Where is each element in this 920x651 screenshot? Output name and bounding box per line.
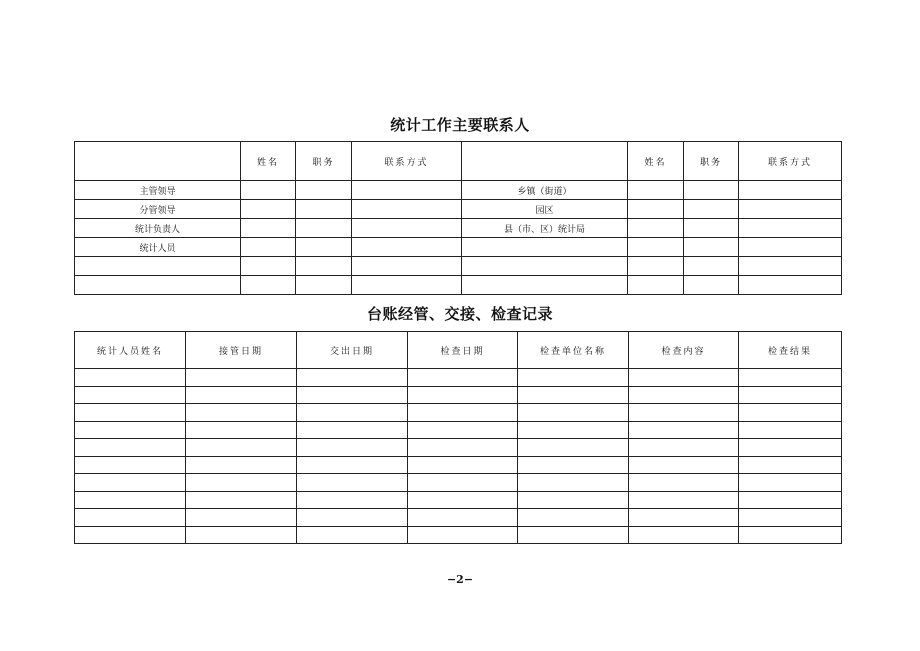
role-label: 分管领导 bbox=[75, 200, 241, 219]
empty-cell bbox=[628, 257, 684, 276]
empty-cell bbox=[297, 509, 408, 527]
empty-cell bbox=[408, 439, 518, 457]
contacts-header-blank-mid bbox=[462, 142, 628, 181]
empty-cell bbox=[629, 456, 739, 474]
empty-cell bbox=[186, 421, 297, 439]
contacts-row bbox=[75, 200, 842, 219]
empty-cell bbox=[297, 404, 408, 422]
empty-cell bbox=[352, 181, 462, 200]
unit-label: 县（市、区）统计局 bbox=[462, 219, 628, 238]
empty-cell bbox=[629, 421, 739, 439]
empty-cell bbox=[684, 257, 739, 276]
empty-cell bbox=[739, 276, 842, 295]
empty-cell bbox=[629, 369, 739, 387]
empty-cell bbox=[297, 421, 408, 439]
empty-cell bbox=[739, 181, 842, 200]
empty-cell bbox=[518, 491, 629, 509]
empty-cell bbox=[518, 456, 629, 474]
records-row bbox=[75, 509, 842, 527]
contacts-table-title: 统计工作主要联系人 bbox=[390, 116, 530, 134]
empty-cell bbox=[628, 181, 684, 200]
empty-cell bbox=[352, 257, 462, 276]
role-label bbox=[75, 276, 241, 295]
empty-cell bbox=[739, 456, 842, 474]
empty-cell bbox=[629, 474, 739, 492]
empty-cell bbox=[684, 276, 739, 295]
role-label: 统计人员 bbox=[75, 238, 241, 257]
empty-cell bbox=[186, 474, 297, 492]
contacts-header-row bbox=[75, 142, 842, 181]
empty-cell bbox=[75, 474, 186, 492]
empty-cell bbox=[518, 421, 629, 439]
unit-label: 乡镇（街道） bbox=[462, 181, 628, 200]
empty-cell bbox=[628, 238, 684, 257]
empty-cell bbox=[629, 526, 739, 544]
empty-cell bbox=[296, 238, 352, 257]
records-header-handover-date: 交出日期 bbox=[297, 332, 408, 369]
role-label: 主管领导 bbox=[75, 181, 241, 200]
empty-cell bbox=[408, 526, 518, 544]
empty-cell bbox=[241, 181, 296, 200]
empty-cell bbox=[75, 509, 186, 527]
unit-label: 园区 bbox=[462, 200, 628, 219]
records-row bbox=[75, 404, 842, 422]
contacts-row bbox=[75, 276, 842, 295]
records-row bbox=[75, 386, 842, 404]
contacts-header-contact: 联系方式 bbox=[352, 142, 462, 181]
empty-cell bbox=[628, 219, 684, 238]
empty-cell bbox=[408, 474, 518, 492]
empty-cell bbox=[684, 181, 739, 200]
empty-cell bbox=[352, 219, 462, 238]
contacts-row bbox=[75, 181, 842, 200]
empty-cell bbox=[75, 456, 186, 474]
empty-cell bbox=[518, 386, 629, 404]
empty-cell bbox=[352, 200, 462, 219]
records-row bbox=[75, 439, 842, 457]
empty-cell bbox=[241, 238, 296, 257]
empty-cell bbox=[75, 421, 186, 439]
empty-cell bbox=[684, 238, 739, 257]
empty-cell bbox=[739, 491, 842, 509]
empty-cell bbox=[296, 219, 352, 238]
unit-label bbox=[462, 238, 628, 257]
empty-cell bbox=[684, 219, 739, 238]
contacts-header-position: 职务 bbox=[296, 142, 352, 181]
empty-cell bbox=[241, 257, 296, 276]
empty-cell bbox=[75, 439, 186, 457]
empty-cell bbox=[408, 386, 518, 404]
empty-cell bbox=[75, 369, 186, 387]
records-row bbox=[75, 526, 842, 544]
empty-cell bbox=[518, 439, 629, 457]
empty-cell bbox=[518, 404, 629, 422]
empty-cell bbox=[739, 369, 842, 387]
empty-cell bbox=[75, 491, 186, 509]
empty-cell bbox=[629, 439, 739, 457]
contacts-header-position-2: 职务 bbox=[684, 142, 739, 181]
page-number: −2− bbox=[446, 573, 474, 586]
empty-cell bbox=[739, 509, 842, 527]
empty-cell bbox=[186, 369, 297, 387]
empty-cell bbox=[739, 257, 842, 276]
contacts-table bbox=[74, 141, 842, 295]
empty-cell bbox=[739, 474, 842, 492]
empty-cell bbox=[739, 386, 842, 404]
empty-cell bbox=[739, 526, 842, 544]
records-row bbox=[75, 369, 842, 387]
empty-cell bbox=[75, 526, 186, 544]
empty-cell bbox=[186, 526, 297, 544]
empty-cell bbox=[297, 491, 408, 509]
empty-cell bbox=[297, 439, 408, 457]
empty-cell bbox=[739, 421, 842, 439]
empty-cell bbox=[241, 219, 296, 238]
empty-cell bbox=[241, 200, 296, 219]
empty-cell bbox=[684, 200, 739, 219]
role-label: 统计负责人 bbox=[75, 219, 241, 238]
empty-cell bbox=[75, 404, 186, 422]
records-row bbox=[75, 421, 842, 439]
empty-cell bbox=[518, 509, 629, 527]
records-row bbox=[75, 491, 842, 509]
role-label bbox=[75, 257, 241, 276]
unit-label bbox=[462, 276, 628, 295]
empty-cell bbox=[296, 200, 352, 219]
empty-cell bbox=[518, 526, 629, 544]
records-row bbox=[75, 456, 842, 474]
records-table bbox=[74, 331, 842, 544]
records-header-inspection-content: 检查内容 bbox=[629, 332, 739, 369]
empty-cell bbox=[408, 404, 518, 422]
empty-cell bbox=[186, 386, 297, 404]
empty-cell bbox=[296, 257, 352, 276]
empty-cell bbox=[739, 404, 842, 422]
records-table-title: 台账经管、交接、检查记录 bbox=[366, 305, 553, 323]
empty-cell bbox=[352, 276, 462, 295]
empty-cell bbox=[297, 386, 408, 404]
empty-cell bbox=[352, 238, 462, 257]
records-body bbox=[75, 369, 842, 544]
empty-cell bbox=[408, 369, 518, 387]
contacts-header-contact-2: 联系方式 bbox=[739, 142, 842, 181]
empty-cell bbox=[297, 474, 408, 492]
contacts-row bbox=[75, 257, 842, 276]
empty-cell bbox=[186, 439, 297, 457]
unit-label bbox=[462, 257, 628, 276]
empty-cell bbox=[629, 491, 739, 509]
contacts-row bbox=[75, 219, 842, 238]
empty-cell bbox=[408, 456, 518, 474]
empty-cell bbox=[408, 509, 518, 527]
empty-cell bbox=[629, 509, 739, 527]
empty-cell bbox=[628, 200, 684, 219]
empty-cell bbox=[297, 526, 408, 544]
empty-cell bbox=[186, 456, 297, 474]
empty-cell bbox=[628, 276, 684, 295]
empty-cell bbox=[296, 181, 352, 200]
records-header-row bbox=[75, 332, 842, 369]
contacts-header-blank-left bbox=[75, 142, 241, 181]
contacts-header-name-2: 姓名 bbox=[628, 142, 684, 181]
empty-cell bbox=[739, 238, 842, 257]
records-header-inspecting-unit: 检查单位名称 bbox=[518, 332, 629, 369]
records-header-takeover-date: 接管日期 bbox=[186, 332, 297, 369]
empty-cell bbox=[186, 509, 297, 527]
empty-cell bbox=[629, 404, 739, 422]
empty-cell bbox=[408, 421, 518, 439]
empty-cell bbox=[629, 386, 739, 404]
empty-cell bbox=[518, 474, 629, 492]
empty-cell bbox=[518, 369, 629, 387]
empty-cell bbox=[739, 219, 842, 238]
empty-cell bbox=[296, 276, 352, 295]
records-header-inspection-date: 检查日期 bbox=[408, 332, 518, 369]
empty-cell bbox=[241, 276, 296, 295]
contacts-header-name: 姓名 bbox=[241, 142, 296, 181]
empty-cell bbox=[186, 404, 297, 422]
empty-cell bbox=[739, 200, 842, 219]
contacts-row bbox=[75, 238, 842, 257]
empty-cell bbox=[739, 439, 842, 457]
records-header-staff-name: 统计人员姓名 bbox=[75, 332, 186, 369]
records-header-inspection-result: 检查结果 bbox=[739, 332, 842, 369]
empty-cell bbox=[297, 456, 408, 474]
records-row bbox=[75, 474, 842, 492]
empty-cell bbox=[297, 369, 408, 387]
empty-cell bbox=[75, 386, 186, 404]
empty-cell bbox=[408, 491, 518, 509]
empty-cell bbox=[186, 491, 297, 509]
